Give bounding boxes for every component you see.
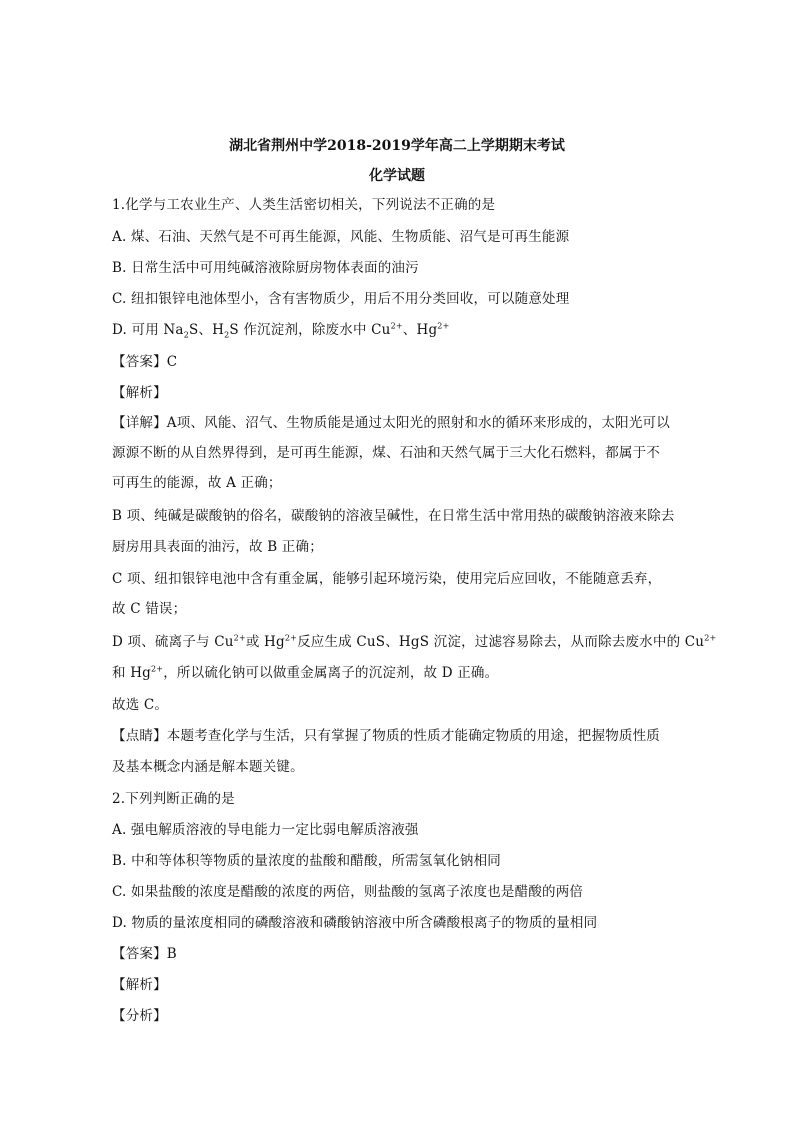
q2-stem: 2.下列判断正确的是: [112, 791, 235, 807]
q1-detail-line-8: D 项、硫离子与 $Cu^{2+}$或 $Hg^{2+}$反应生成 CuS、HgS 沉淀，过滤容易除去，从而除去废水中的 $Cu^{2+}$: [112, 633, 717, 650]
q2-answer: 【答案】B: [112, 946, 177, 962]
q2-option-a: A. 强电解质溶液的导电能力一定比弱电解质溶液强: [112, 822, 419, 838]
q1-detail-line-3: 可再生的能源，故 A 正确；: [112, 475, 282, 491]
document-title: 湖北省荆州中学2018-2019学年高二上学期期末考试: [229, 138, 565, 154]
q1-detail-line-1: 【详解】A项、风能、沼气、生物质能是通过太阳光的照射和水的循环来形成的，太阳光可以: [112, 415, 670, 431]
q1-answer: 【答案】C: [112, 354, 178, 370]
q2-option-b: B. 中和等体积等物质的量浓度的盐酸和醋酸，所需氢氧化钠相同: [112, 853, 502, 869]
q1-detail-line-4: B 项、纯碱是碳酸钠的俗名，碳酸钠的溶液呈碱性，在日常生活中常用热的碳酸钠溶液来除去: [112, 508, 675, 524]
q1-option-d: D. 可用 $Na_2S$、$H_2S$ 作沉淀剂，除废水中 $Cu^{2+}$、$Hg^{2+}$: [112, 321, 450, 340]
q1-analysis-heading: 【解析】: [112, 385, 167, 401]
q1-detail-line-5: 厨房用具表面的油污，故 B 正确；: [112, 539, 323, 555]
q1-detail-line-6: C 项、纽扣银锌电池中含有重金属，能够引起环境污染，使用完后应回收，不能随意丢弃，: [112, 571, 662, 587]
q1-detail-line-2: 源源不断的从自然界得到，是可再生能源，煤、石油和天然气属于三大化石燃料，都属于不: [112, 445, 660, 461]
q1-option-c: C. 纽扣银锌电池体型小，含有害物质少，用后不用分类回收，可以随意处理: [112, 291, 570, 307]
q1-option-a: A. 煤、石油、天然气是不可再生能源，风能、生物质能、沼气是可再生能源: [112, 229, 570, 245]
q1-stem: 1.化学与工农业生产、人类生活密切相关，下列说法不正确的是: [112, 197, 496, 213]
q2-analysis-heading: 【解析】: [112, 977, 167, 993]
q1-comment-line-1: 【点睛】本题考查化学与生活，只有掌握了物质的性质才能确定物质的用途，把握物质性质: [112, 728, 660, 744]
q1-option-b: B. 日常生活中可用纯碱溶液除厨房物体表面的油污: [112, 260, 419, 276]
q1-detail-line-7: 故 C 错误；: [112, 601, 187, 617]
q2-option-c: C. 如果盐酸的浓度是醋酸的浓度的两倍，则盐酸的氢离子浓度也是醋酸的两倍: [112, 884, 584, 900]
q2-option-d: D. 物质的量浓度相同的磷酸溶液和磷酸钠溶液中所含磷酸根离子的物质的量相同: [112, 915, 598, 931]
q1-detail-line-9: 和 $Hg^{2+}$，所以硫化钠可以做重金属离子的沉淀剂，故 D 正确。: [112, 664, 499, 681]
q1-comment-line-2: 及基本概念内涵是解本题关键。: [112, 759, 304, 775]
q1-choice: 故选 C。: [112, 697, 169, 713]
q2-fenxi-heading: 【分析】: [112, 1008, 167, 1024]
document-subtitle: 化学试题: [369, 168, 425, 184]
